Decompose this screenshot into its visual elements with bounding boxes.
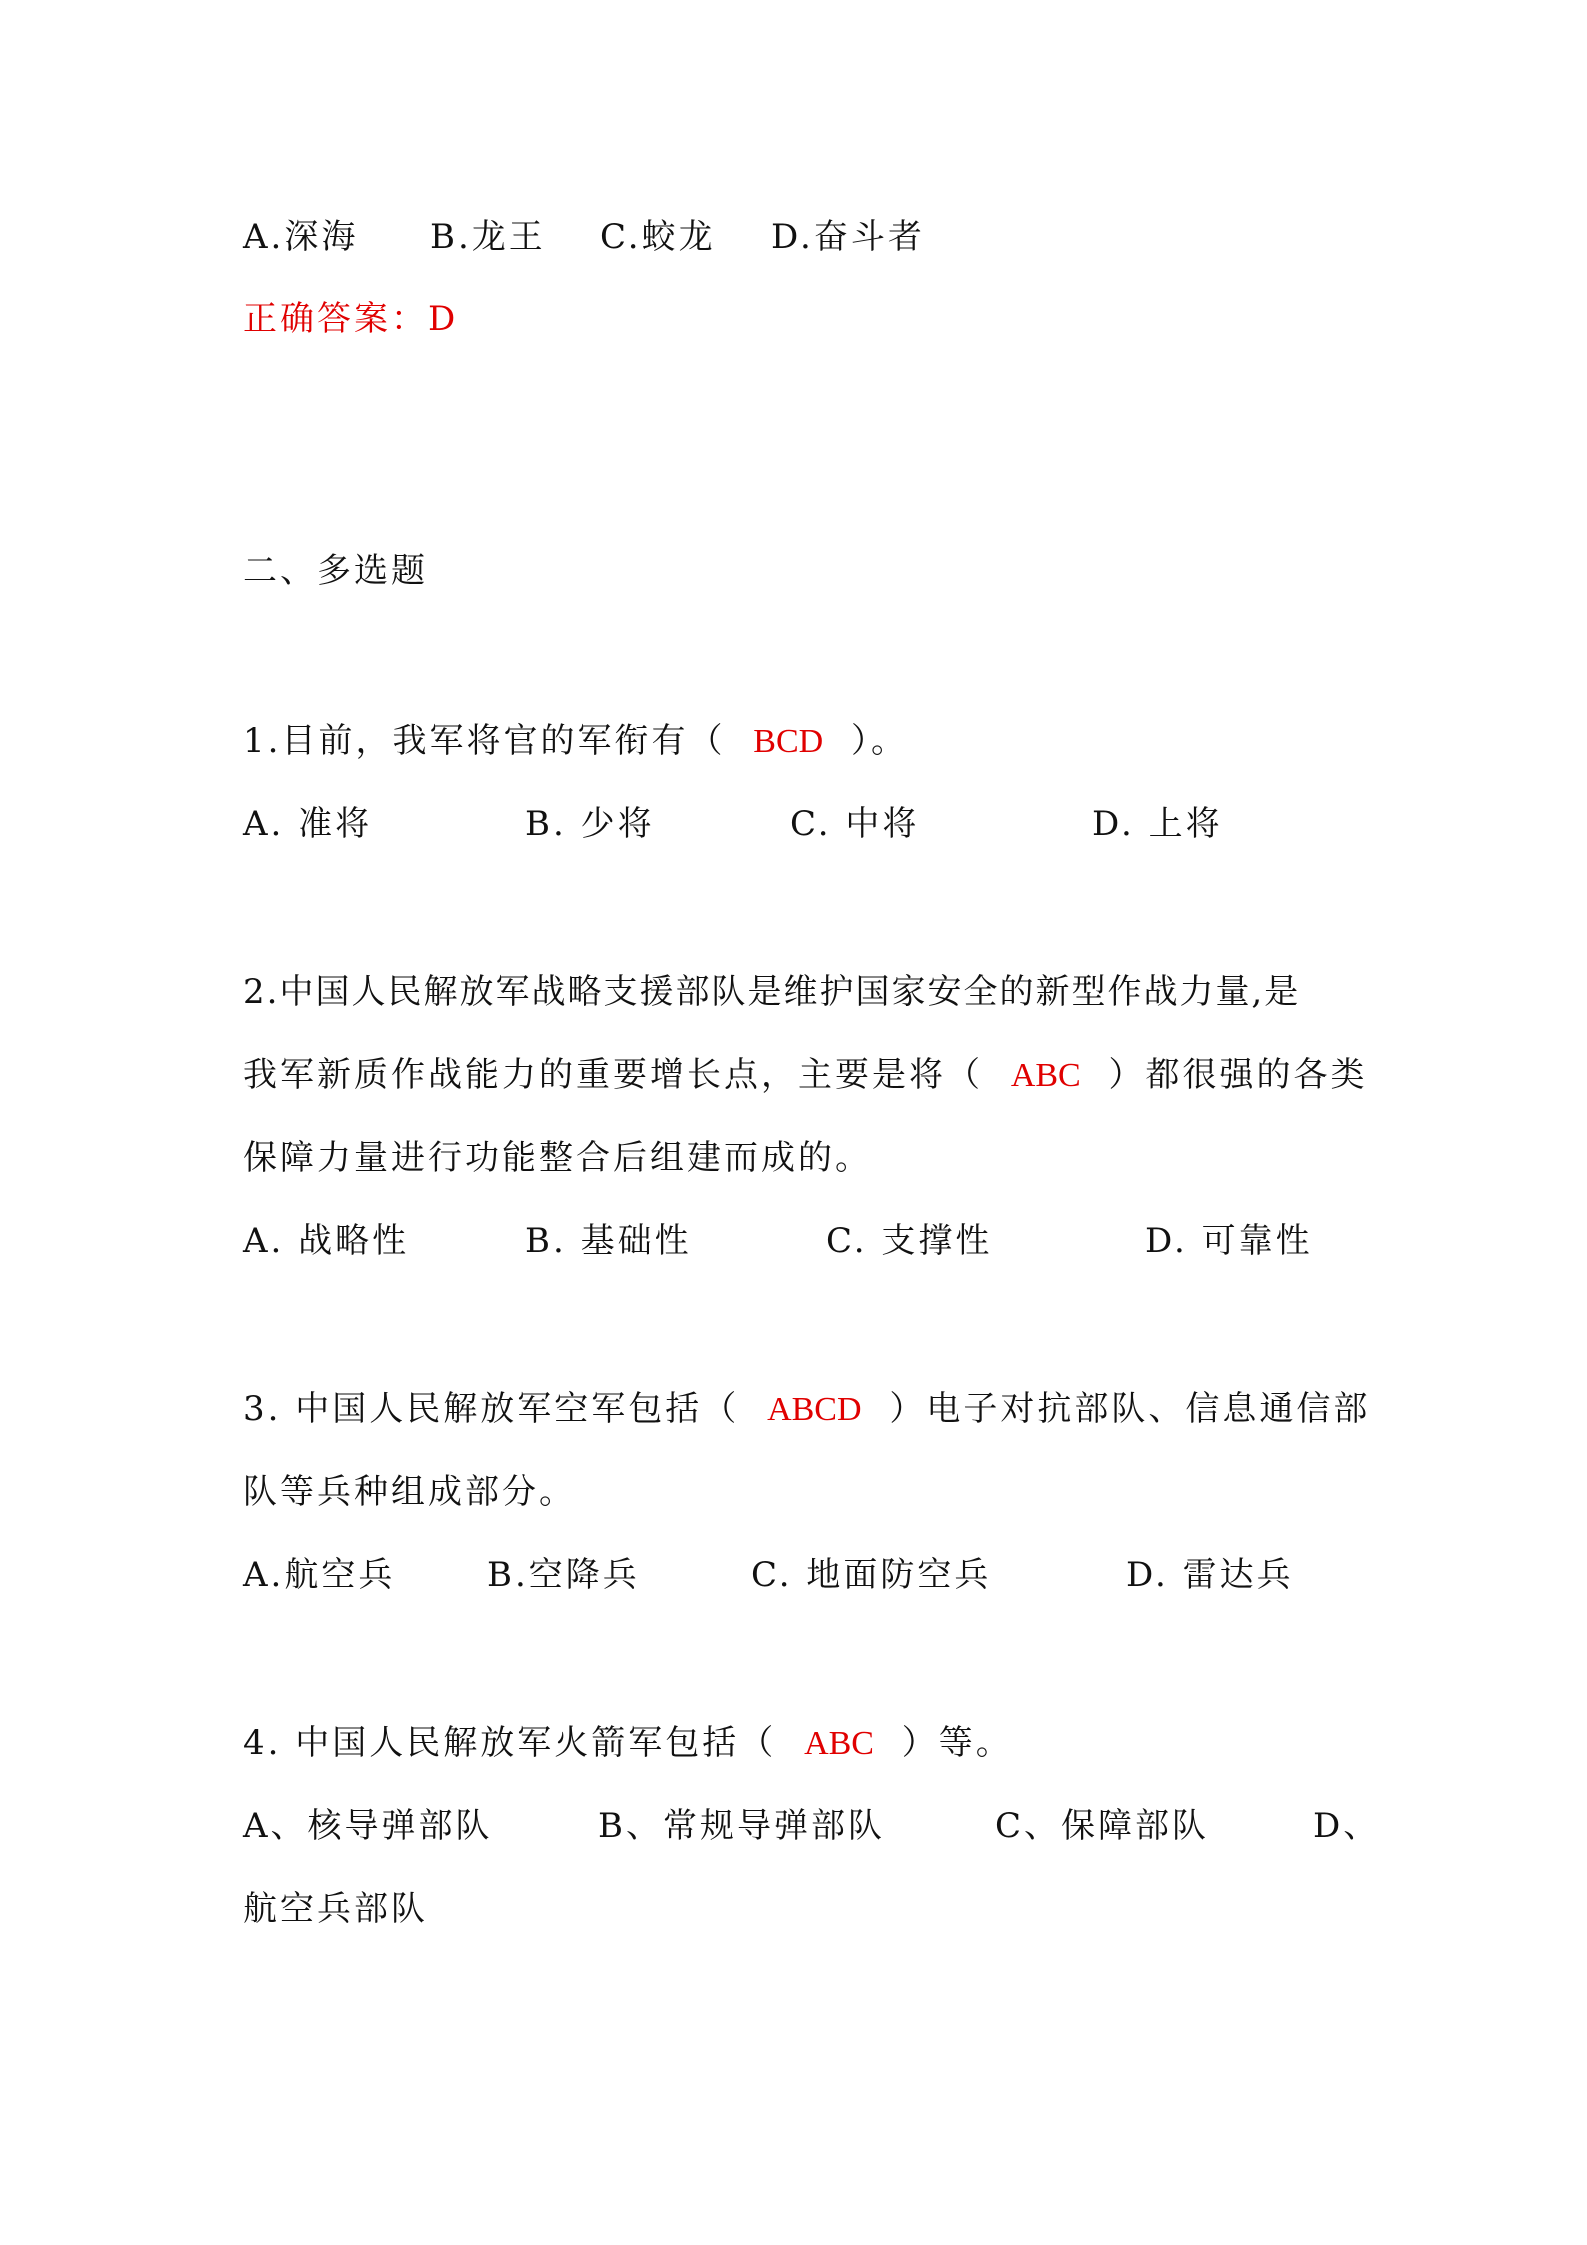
prev-option-d: D.奋斗者 (771, 217, 925, 257)
question-3-option-c: C. 地面防空兵 (751, 1555, 992, 1595)
question-2-line-1: 2.中国人民解放军战略支援部队是维护国家安全的新型作战力量,是 (243, 972, 1301, 1012)
question-2-answer: ABC (1010, 1057, 1081, 1094)
question-3-option-a: A.航空兵 (243, 1555, 396, 1595)
question-2-line-3: 保障力量进行功能整合后组建而成的。 (243, 1138, 872, 1178)
section-title: 二、多选题 (243, 551, 428, 591)
question-3-answer: ABCD (767, 1391, 862, 1428)
question-4-option-c: C、保障部队 (995, 1806, 1210, 1846)
question-4-line-1-before: 4. 中国人民解放军火箭军包括（ (243, 1723, 777, 1763)
correct-answer-label: 正确答案：D (243, 299, 459, 339)
question-3-option-d: D. 雷达兵 (1126, 1555, 1294, 1595)
question-1-stem-before: 1.目前，我军将官的军衔有（ (243, 721, 726, 761)
prev-option-c: C.蛟龙 (600, 217, 716, 257)
question-4-line-1-after: ）等。 (901, 1723, 1013, 1763)
question-4-answer: ABC (804, 1725, 874, 1762)
question-1-answer: BCD (753, 723, 824, 760)
question-2-option-c: C. 支撑性 (826, 1221, 993, 1261)
question-2-option-d: D. 可靠性 (1145, 1221, 1313, 1261)
question-3-line-2: 队等兵种组成部分。 (243, 1472, 576, 1512)
question-4-line-1 (243, 1723, 1013, 1764)
question-4-option-d: D、 (1313, 1806, 1381, 1846)
question-2-option-a: A. 战略性 (243, 1221, 410, 1261)
question-2-line-2-before: 我军新质作战能力的重要增长点，主要是将（ (243, 1055, 983, 1095)
question-2-line-2-after: ）都很强的各类 (1108, 1055, 1368, 1095)
question-2-option-b: B. 基础性 (525, 1221, 692, 1261)
question-1-option-c: C. 中将 (790, 804, 920, 844)
question-3-line-1-before: 3. 中国人民解放军空军包括（ (243, 1389, 740, 1429)
question-1-option-a: A. 准将 (243, 804, 373, 844)
question-1-option-d: D. 上将 (1092, 804, 1223, 844)
question-3-line-1-after: ）电子对抗部队、信息通信部 (889, 1389, 1371, 1429)
question-4-option-d-continued: 航空兵部队 (243, 1889, 428, 1929)
question-3-line-1 (243, 1389, 1370, 1430)
question-1-stem (243, 721, 908, 762)
prev-option-a: A.深海 (243, 217, 359, 257)
question-3-option-b: B.空降兵 (487, 1555, 640, 1595)
question-1-option-b: B. 少将 (525, 804, 655, 844)
question-1-stem-after: ）。 (851, 721, 908, 761)
question-4-option-a: A、核导弹部队 (243, 1806, 493, 1846)
prev-option-b: B.龙王 (430, 217, 546, 257)
question-4-option-b: B、常规导弹部队 (598, 1806, 885, 1846)
question-2-line-2 (243, 1055, 1368, 1096)
